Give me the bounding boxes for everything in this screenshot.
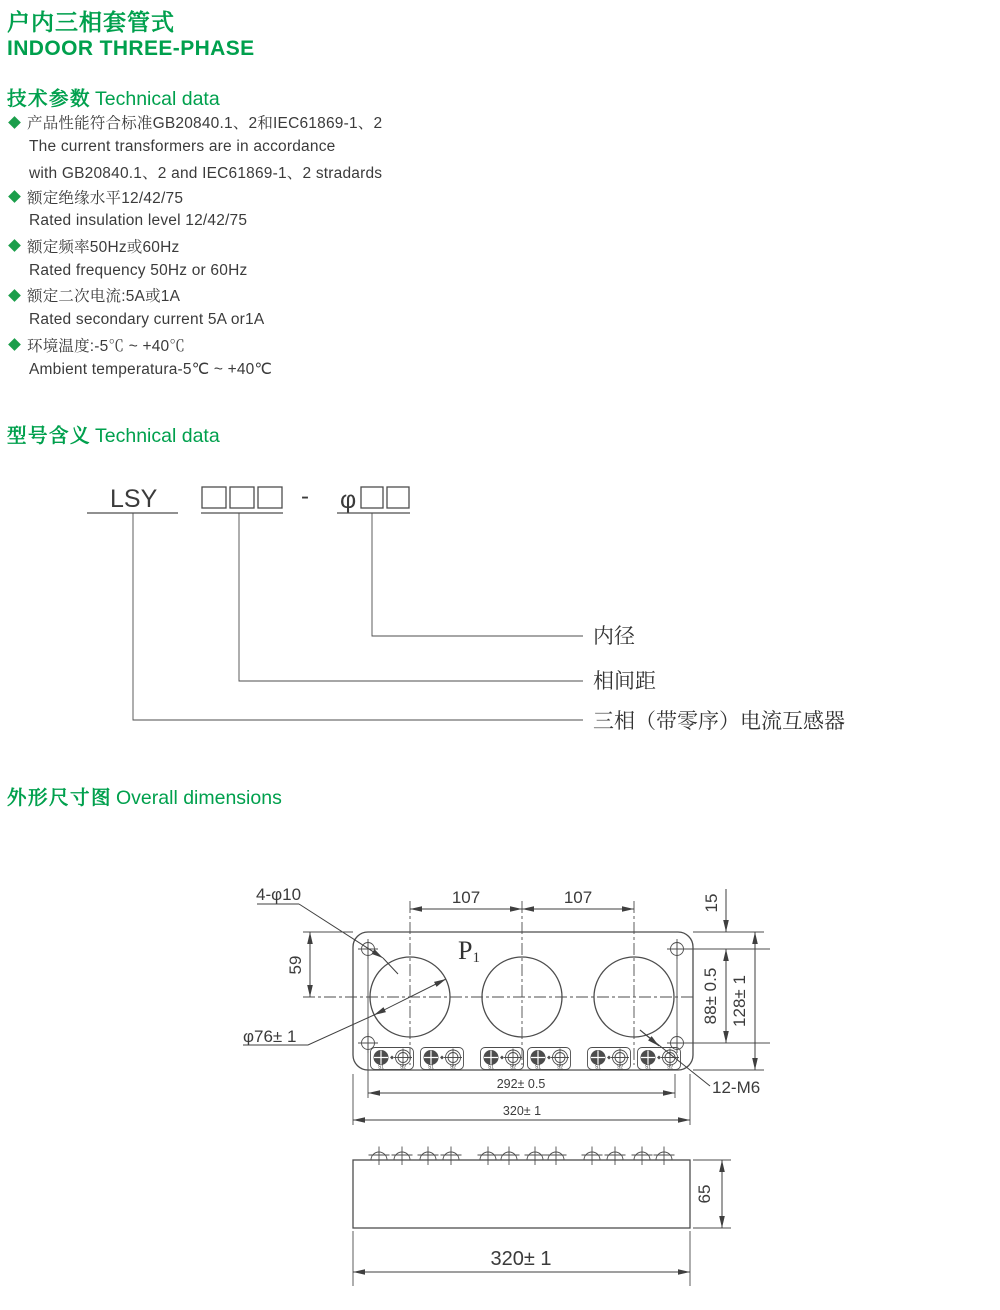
section-heading-dimensions-cn: 外形尺寸图 (7, 787, 113, 809)
tech-item-text: with GB20840.1、2 and IEC61869-1、2 stradards (29, 164, 383, 182)
diamond-bullet-icon (8, 116, 21, 129)
model-digit-box (230, 487, 254, 508)
model-callout-lines (133, 513, 583, 720)
section-heading-model (7, 420, 220, 448)
tech-item (8, 209, 488, 234)
dim-phi76: φ76± 1 (243, 1027, 297, 1046)
tech-item (8, 258, 488, 283)
page-title-en: INDOOR THREE-PHASE (7, 37, 255, 60)
model-digit-box (258, 487, 282, 508)
tech-item (8, 308, 488, 333)
terminal-screws-row (369, 1147, 675, 1166)
diamond-bullet-icon (8, 289, 21, 302)
tech-item (8, 110, 488, 135)
dim-15: 15 (702, 893, 721, 913)
dim-mounting-holes: 4-φ10 (256, 885, 302, 904)
side-view-outline (353, 1160, 690, 1228)
dim-292: 292± 0.5 (496, 1077, 546, 1091)
section-heading-model-cn: 型号含义 (7, 425, 92, 447)
tech-item (8, 332, 488, 357)
page-title (7, 9, 255, 61)
tech-item (8, 184, 488, 209)
section-heading-dimensions (7, 782, 282, 810)
technical-data-list (8, 110, 488, 382)
section-heading-technical-cn: 技术参数 (7, 88, 92, 110)
model-digit-box (387, 487, 409, 508)
dim-thread: 12-M6 (712, 1078, 761, 1097)
tech-item (8, 357, 488, 382)
model-label-phase-spacing: 相间距 (593, 670, 656, 693)
section-heading-technical-en: Technical data (95, 88, 220, 110)
model-phi-symbol: φ (340, 486, 357, 514)
dim-320-bottom: 320± 1 (490, 1248, 552, 1270)
diamond-bullet-icon (8, 190, 21, 203)
tech-item (8, 135, 488, 160)
tech-item-text: The current transformers are in accordance (29, 138, 336, 156)
diamond-bullet-icon (8, 338, 21, 351)
dim-320-top: 320± 1 (502, 1104, 542, 1118)
dim-59: 59 (286, 955, 305, 975)
model-dash: - (301, 483, 309, 510)
dim-65: 65 (695, 1184, 714, 1204)
diamond-bullet-icon (8, 240, 21, 253)
dim-pitch-1: 107 (451, 888, 481, 907)
overall-dimensions-drawing: S1 S2 P1 107 107 4-φ10 59 φ76± 1 15 88± 0.5 128± 1 12-M6 292± 0.5 320± 1 65 320± 1 (0, 855, 1000, 1310)
model-digit-box (361, 487, 383, 508)
dim-pitch-2: 107 (563, 888, 593, 907)
dim-128: 128± 1 (730, 975, 749, 1027)
section-heading-technical (7, 83, 220, 111)
section-heading-dimensions-en: Overall dimensions (116, 787, 282, 809)
page-title-cn: 户内三相套管式 (7, 9, 175, 35)
p1-terminal-marking: P1 (458, 936, 480, 966)
tech-item-text: 环境温度:-5℃ ~ +40℃ (27, 337, 186, 355)
mounting-holes (358, 939, 687, 1053)
model-digit-box (202, 487, 226, 508)
tech-item-text: 额定频率50Hz或60Hz (27, 238, 180, 256)
section-heading-model-en: Technical data (95, 425, 220, 447)
dim-88: 88± 0.5 (701, 967, 720, 1025)
tech-item-text: 产品性能符合标准GB20840.1、2和IEC61869-1、2 (27, 115, 383, 133)
tech-item (8, 234, 488, 259)
tech-item-text: 额定绝缘水平12/42/75 (27, 189, 184, 207)
tech-item (8, 283, 488, 308)
model-label-type-meaning: 三相（带零序）电流互感器 (593, 710, 845, 733)
hole-extension-lines (368, 941, 677, 1098)
tech-item-text: Rated insulation level 12/42/75 (29, 212, 248, 230)
tech-item-text: Rated secondary current 5A or1A (29, 311, 265, 329)
flange-view-drawing (243, 885, 770, 1125)
model-label-inner-diameter: 内径 (593, 625, 635, 648)
tech-item-text: 额定二次电流:5A或1A (27, 288, 181, 306)
model-prefix: LSY (110, 485, 158, 513)
tech-item-text: Rated frequency 50Hz or 60Hz (29, 261, 248, 279)
model-designation-diagram (0, 480, 1000, 760)
tech-item (8, 159, 488, 184)
tech-item-text: Ambient temperatura-5℃ ~ +40℃ (29, 361, 273, 379)
side-view-drawing (353, 1147, 731, 1287)
